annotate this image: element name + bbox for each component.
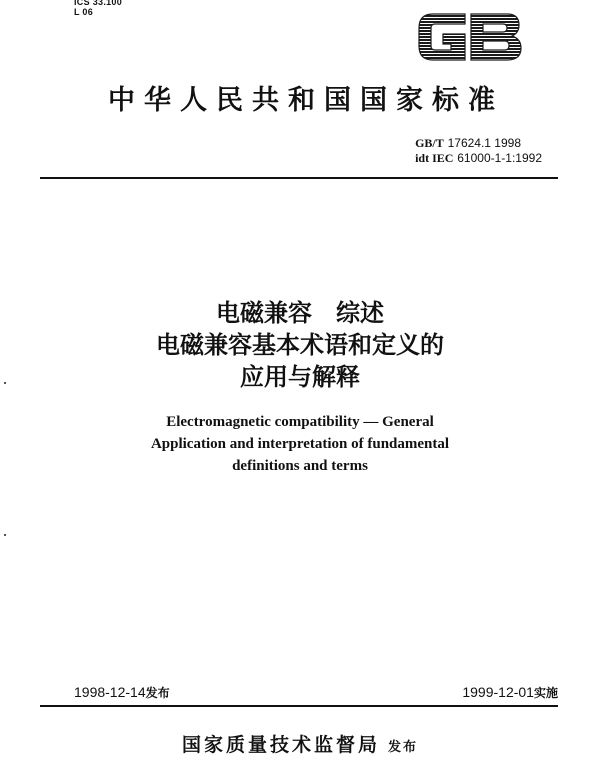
footer-divider	[40, 705, 558, 707]
idt-standard-number	[415, 151, 542, 166]
ccs-code: L 06	[74, 7, 94, 17]
classification-codes	[74, 0, 122, 17]
idt-label: idt IEC	[415, 151, 454, 165]
standard-header-title: 中华人民共和国国家标准	[108, 85, 504, 116]
implement-date	[462, 684, 558, 701]
gb-number: 17624.1 1998	[447, 136, 521, 150]
issue-date	[74, 684, 170, 701]
implement-date-value: 1999-12-01	[462, 684, 534, 700]
title-en-line-2: Application and interpretation of fundamental	[150, 436, 450, 452]
idt-number: 61000-1-1:1992	[457, 151, 542, 165]
standard-numbers	[415, 136, 542, 166]
header-divider	[40, 177, 558, 179]
title-en-line-3: definitions and terms	[232, 458, 368, 474]
gb-standard-number	[415, 136, 542, 151]
title-cn-line-3: 应用与解释	[240, 363, 360, 391]
implement-date-suffix: 实施	[533, 686, 558, 700]
issuer-action: 发布	[388, 740, 419, 755]
issuer	[0, 730, 600, 757]
gb-logo	[415, 6, 525, 68]
issue-date-suffix: 发布	[145, 686, 170, 700]
ics-code: ICS 33.100	[74, 0, 123, 7]
scan-speck	[4, 382, 6, 384]
title-cn-line-2: 电磁兼容基本术语和定义的	[156, 331, 444, 359]
title-cn-line-1: 电磁兼容 综述	[216, 299, 384, 327]
gb-label: GB/T	[415, 136, 444, 150]
scan-speck	[4, 534, 6, 536]
issue-date-value: 1998-12-14	[74, 684, 146, 700]
title-en-line-1: Electromagnetic compatibility — General	[166, 414, 434, 430]
issuer-org: 国家质量技术监督局	[181, 734, 380, 756]
